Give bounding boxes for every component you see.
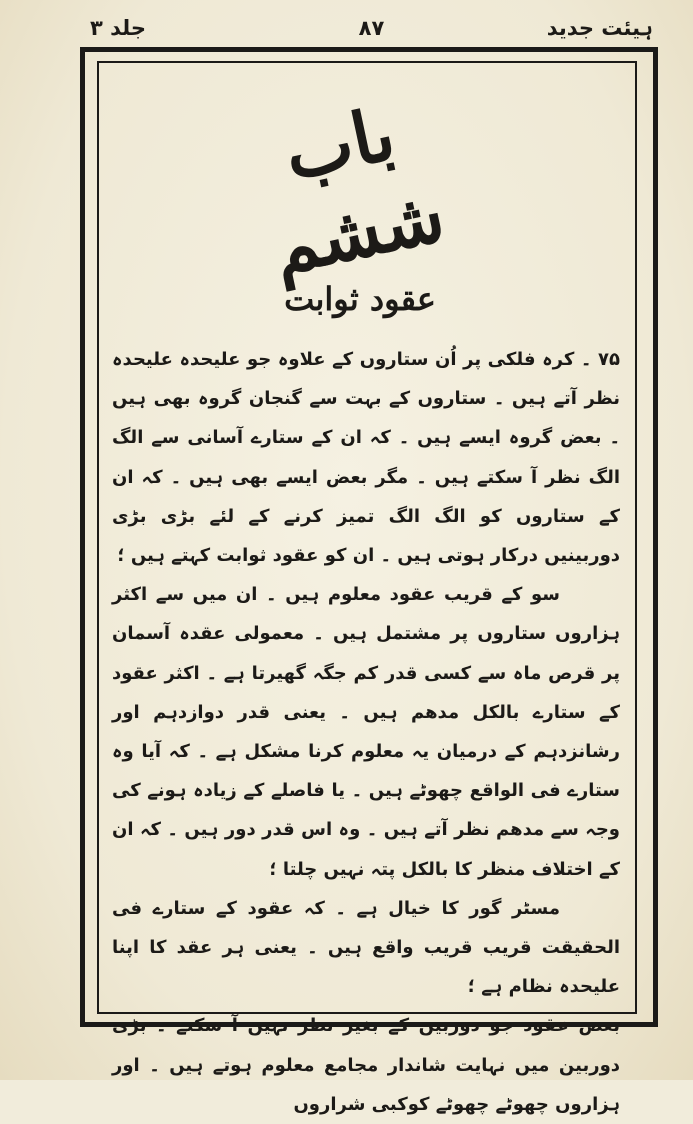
book-title: ہیئت جدید bbox=[546, 16, 653, 40]
paragraph: مسٹر گور کا خیال ہے ۔ کہ عقود کے ستارے فی الحقیقت قریب قریب واقع ہیں ۔ یعنی ہر عقد کا اپنا علیحدہ نظام ہے ؛ bbox=[112, 897, 620, 998]
volume-label: جلد ۳ bbox=[90, 16, 146, 40]
running-head bbox=[90, 12, 653, 48]
chapter-title: باب ششم bbox=[265, 90, 452, 292]
body-text bbox=[112, 340, 620, 1124]
paragraph: ۷۵ ۔ کرہ فلکی پر اُن ستاروں کے علاوہ جو علیحدہ علیحدہ نظر آتے ہیں ۔ ستاروں کے بہت سے گنجان گروہ بھی ہیں ۔ بعض گروہ ایسے ہیں ۔ کہ ان کے ستارے آسانی سے الگ الگ نظر آ سکتے ہیں ۔ مگر بعض ایسے بھی ہیں ۔ کہ ان کے ستاروں کو الگ الگ تمیز کرنے کے لئے بڑی بڑی دوربینیں درکار ہوتی ہیں ۔ ان کو عقود ثوابت کہتے ہیں ؛ bbox=[112, 349, 620, 567]
chapter-subtitle: عقود ثوابت bbox=[284, 280, 436, 318]
paragraph: سو کے قریب عقود معلوم ہیں ۔ ان میں سے اکثر ہزاروں ستاروں پر مشتمل ہیں ۔ معمولی عقدہ آسمان پر قرص ماہ سے کسی قدر کم جگہ گھیرتا ہے ۔ اکثر عقود کے ستارے بالکل مدھم ہیں ۔ یعنی قدر دوازدہم اور رشانزدہم کے درمیان یہ معلوم کرنا مشکل ہے ۔ کہ آیا وہ ستارے فی الواقع چھوٹے ہیں ۔ یا فاصلے کے زیادہ ہونے کی وجہ سے مدھم نظر آتے ہیں ۔ وہ اس قدر دور ہیں ۔ کہ ان کے اختلاف منظر کا بالکل پتہ نہیں چلتا ؛ bbox=[112, 584, 620, 880]
page-number: ۸۷ bbox=[358, 16, 385, 40]
paragraph: بعض عقود جو دوربین کے بغیر نظر نہیں آ سکتے ۔ بڑی دوربین میں نہایت شاندار مجامع معلوم ہوتے ہیں ۔ اور ہزاروں چھوٹے چھوٹے کوکبی شراروں bbox=[112, 1015, 620, 1115]
